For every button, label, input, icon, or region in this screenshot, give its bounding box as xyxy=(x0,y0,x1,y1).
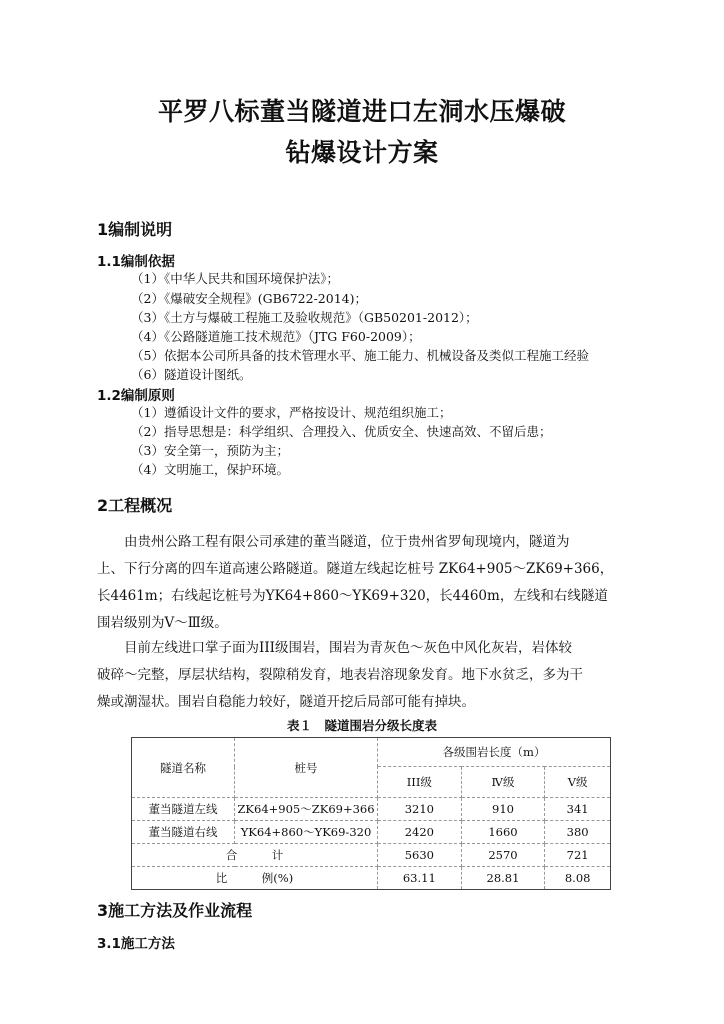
basis-item-4: （4）《公路隧道施工技术规范》（JTG F60-2009）； xyxy=(131,329,421,344)
document-title-line2: 钻爆设计方案 xyxy=(285,138,439,167)
overview-para1-line4: 围岩级别为Ⅴ～Ⅲ级。 xyxy=(97,615,228,631)
section1-2-heading: 1.2编制原则 xyxy=(97,388,175,404)
section3-1-heading: 3.1施工方法 xyxy=(97,936,175,952)
cell-name: 董当隧道右线 xyxy=(132,821,235,844)
section3-heading: 3施工方法及作业流程 xyxy=(97,901,253,920)
header-station: 桩号 xyxy=(235,738,378,798)
basis-item-1: （1）《中华人民共和国环境保护法》； xyxy=(131,271,339,286)
cell-value: 2420 xyxy=(378,821,462,844)
cell-value: 721 xyxy=(545,844,611,867)
rock-grade-table xyxy=(131,737,611,890)
table-ratio-row xyxy=(132,867,611,890)
overview-para1-line2: 上、下行分离的四车道高速公路隧道。隧道左线起讫桩号 ZK64+905～ZK69+366， xyxy=(97,561,614,577)
cell-value: 28.81 xyxy=(461,867,545,890)
cell-value: 1660 xyxy=(461,821,545,844)
document-title-line1: 平罗八标董当隧道进口左洞水压爆破 xyxy=(157,97,566,126)
cell-value: 380 xyxy=(545,821,611,844)
cell-station: ZK64+905～ZK69+366 xyxy=(235,798,378,821)
overview-para2-line1: 目前左线进口掌子面为III级围岩，围岩为青灰色～灰色中风化灰岩，岩体较 xyxy=(97,640,572,656)
cell-value: 3210 xyxy=(378,798,462,821)
header-tunnel-name: 隧道名称 xyxy=(132,738,235,798)
cell-value: 8.08 xyxy=(545,867,611,890)
basis-item-5: （5）依据本公司所具备的技术管理水平、施工能力、机械设备及类似工程施工经验 xyxy=(131,348,589,363)
table-caption: 表１ 隧道围岩分级长度表 xyxy=(286,718,437,733)
cell-name: 董当隧道左线 xyxy=(132,798,235,821)
principle-item-3: （3）安全第一，预防为主； xyxy=(131,443,289,458)
principle-item-4: （4）文明施工，保护环境。 xyxy=(131,462,289,477)
header-grade-iii: III级 xyxy=(378,767,462,798)
cell-station: YK64+860～YK69-320 xyxy=(235,821,378,844)
header-grade-lengths: 各级围岩长度（m） xyxy=(378,738,611,767)
overview-para2-line3: 燥或潮湿状。围岩自稳能力较好，隧道开挖后局部可能有掉块。 xyxy=(97,694,475,710)
cell-value: 2570 xyxy=(461,844,545,867)
section1-1-heading: 1.1编制依据 xyxy=(97,254,175,270)
cell-value: 910 xyxy=(461,798,545,821)
table-total-row xyxy=(132,844,611,867)
basis-item-6: （6）隧道设计图纸。 xyxy=(131,367,252,382)
section2-heading: 2工程概况 xyxy=(97,496,173,515)
principle-item-2: （2）指导思想是：科学组织、合理投入、优质安全、快速高效、不留后患； xyxy=(131,424,552,439)
basis-item-3: （3）《土方与爆破工程施工及验收规范》（GB50201-2012）； xyxy=(131,310,478,325)
cell-value: 63.11 xyxy=(378,867,462,890)
basis-item-2: （2）《爆破安全规程》(GB6722-2014)； xyxy=(131,291,367,306)
header-grade-v: Ⅴ级 xyxy=(545,767,611,798)
cell-value: 5630 xyxy=(378,844,462,867)
cell-ratio-label: 比 例(%) xyxy=(132,867,378,890)
section1-heading: 1编制说明 xyxy=(97,220,173,239)
table-row xyxy=(132,798,611,821)
overview-para1-line1: 由贵州公路工程有限公司承建的董当隧道，位于贵州省罗甸现境内，隧道为 xyxy=(97,534,570,550)
cell-total-label: 合 计 xyxy=(132,844,378,867)
overview-para1-line3: 长4461m；右线起讫桩号为YK64+860～YK69+320，长4460m，左线和右线隧道 xyxy=(97,588,608,604)
overview-para2-line2: 破碎～完整，厚层状结构，裂隙稍发育，地表岩溶现象发育。地下水贫乏，多为干 xyxy=(97,667,583,683)
header-grade-iv: Ⅳ级 xyxy=(461,767,545,798)
principle-item-1: （1）遵循设计文件的要求，严格按设计、规范组织施工； xyxy=(131,405,452,420)
cell-value: 341 xyxy=(545,798,611,821)
table-row xyxy=(132,821,611,844)
